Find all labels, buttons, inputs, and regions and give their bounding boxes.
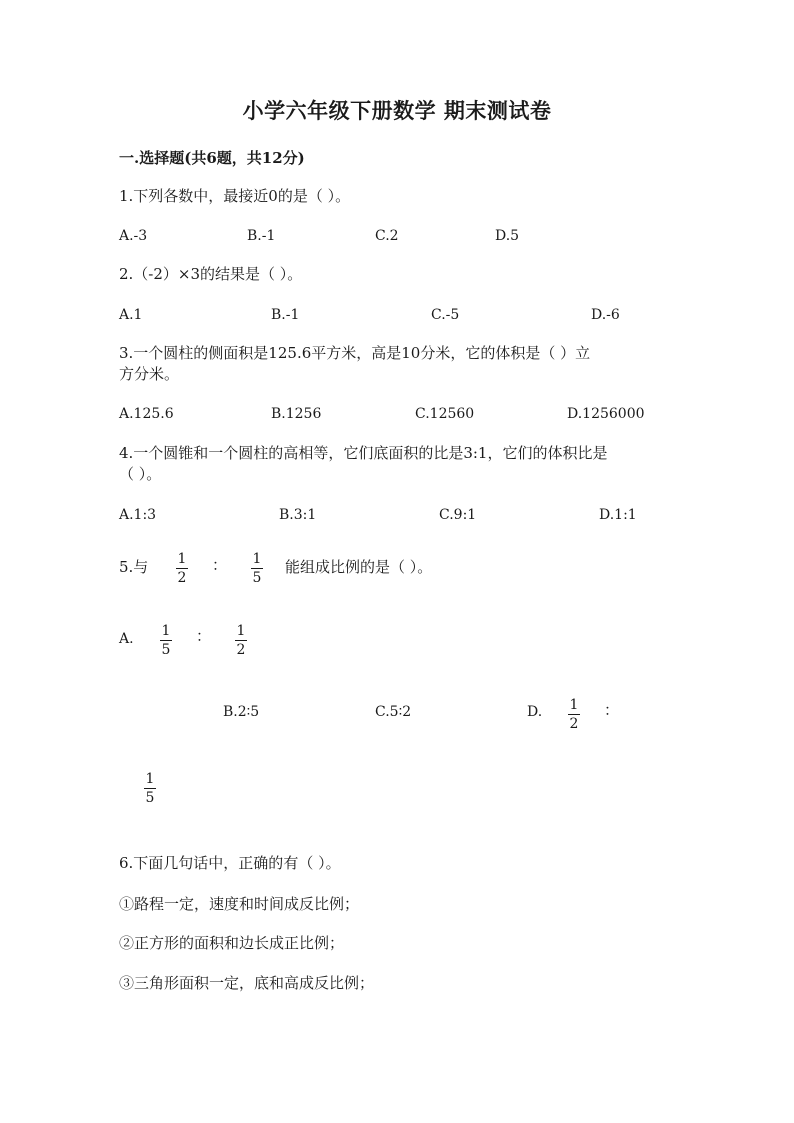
question-3-option-d[interactable]: D.1256000 xyxy=(567,406,645,422)
question-6-stem: 6.下面几句话中，正确的有（ ）。 xyxy=(119,854,341,872)
fraction-bar xyxy=(251,568,263,569)
question-5-option-a-fraction-1 xyxy=(158,624,174,658)
question-5-option-d-fraction-2 xyxy=(142,772,158,806)
question-4-option-c[interactable]: C.9:1 xyxy=(439,507,477,523)
question-3-option-c[interactable]: C.12560 xyxy=(415,406,475,422)
question-2-option-c[interactable]: C.-5 xyxy=(431,307,460,323)
fraction-denominator: 2 xyxy=(569,716,579,732)
fraction-numerator: 1 xyxy=(177,551,187,567)
question-1-option-d[interactable]: D.5 xyxy=(495,228,520,244)
question-4-stem-line2: （ ）。 xyxy=(119,465,162,483)
question-4-option-a[interactable]: A.1:3 xyxy=(119,507,157,523)
fraction-numerator: 1 xyxy=(145,771,155,787)
question-5-option-d-label[interactable]: D. xyxy=(527,704,543,720)
question-3-stem-line1: 3.一个圆柱的侧面积是125.6平方米，高是10分米，它的体积是（ ）立 xyxy=(119,344,591,362)
fraction-bar xyxy=(235,640,247,641)
question-5-fraction-1 xyxy=(174,552,190,586)
question-4-stem-line1: 4.一个圆锥和一个圆柱的高相等，它们底面积的比是3:1，它们的体积比是 xyxy=(119,444,608,462)
question-5-option-a-colon: ： xyxy=(196,627,212,645)
question-6-statement-1: ①路程一定，速度和时间成反比例； xyxy=(119,895,360,913)
section-heading: 一.选择题(共6题，共12分) xyxy=(119,149,305,167)
question-2-stem: 2.（-2）×3的结果是（ ）。 xyxy=(119,265,303,283)
question-6-statement-2: ②正方形的面积和边长成正比例； xyxy=(119,934,345,952)
question-3-option-a[interactable]: A.125.6 xyxy=(119,406,174,422)
question-2-option-a[interactable]: A.1 xyxy=(119,307,143,323)
fraction-numerator: 1 xyxy=(252,551,262,567)
fraction-denominator: 2 xyxy=(236,642,246,658)
question-5-option-a-fraction-2 xyxy=(233,624,249,658)
question-1-option-b[interactable]: B.-1 xyxy=(247,228,276,244)
question-3-stem-line2: 方分米。 xyxy=(119,365,180,383)
question-5-option-b[interactable]: B.2∶5 xyxy=(223,704,260,720)
question-5-colon: ： xyxy=(212,556,228,574)
question-5-suffix: 能组成比例的是（ ）。 xyxy=(285,558,433,576)
fraction-denominator: 5 xyxy=(252,570,262,586)
question-5-option-d-fraction-1 xyxy=(566,698,582,732)
question-3-option-b[interactable]: B.1256 xyxy=(271,406,322,422)
fraction-numerator: 1 xyxy=(236,623,246,639)
question-5-fraction-2 xyxy=(249,552,265,586)
question-1-option-a[interactable]: A.-3 xyxy=(119,228,148,244)
question-2-option-b[interactable]: B.-1 xyxy=(271,307,300,323)
fraction-denominator: 5 xyxy=(161,642,171,658)
question-5-prefix: 5.与 xyxy=(119,558,149,576)
fraction-denominator: 5 xyxy=(145,790,155,806)
question-5-option-a-label[interactable]: A. xyxy=(119,631,134,647)
fraction-bar xyxy=(568,714,580,715)
question-5-option-c[interactable]: C.5∶2 xyxy=(375,704,412,720)
question-1-option-c[interactable]: C.2 xyxy=(375,228,399,244)
fraction-bar xyxy=(160,640,172,641)
question-5-option-d-colon: ： xyxy=(604,701,620,719)
fraction-numerator: 1 xyxy=(569,697,579,713)
fraction-bar xyxy=(144,788,156,789)
page-title: 小学六年级下册数学 期末测试卷 xyxy=(242,98,552,123)
fraction-numerator: 1 xyxy=(161,623,171,639)
fraction-bar xyxy=(176,568,188,569)
question-4-option-b[interactable]: B.3:1 xyxy=(279,507,317,523)
question-6-statement-3: ③三角形面积一定，底和高成反比例； xyxy=(119,974,375,992)
fraction-denominator: 2 xyxy=(177,570,187,586)
question-4-option-d[interactable]: D.1:1 xyxy=(599,507,637,523)
question-2-option-d[interactable]: D.-6 xyxy=(591,307,620,323)
question-1-stem: 1.下列各数中，最接近0的是（ ）。 xyxy=(119,187,351,205)
